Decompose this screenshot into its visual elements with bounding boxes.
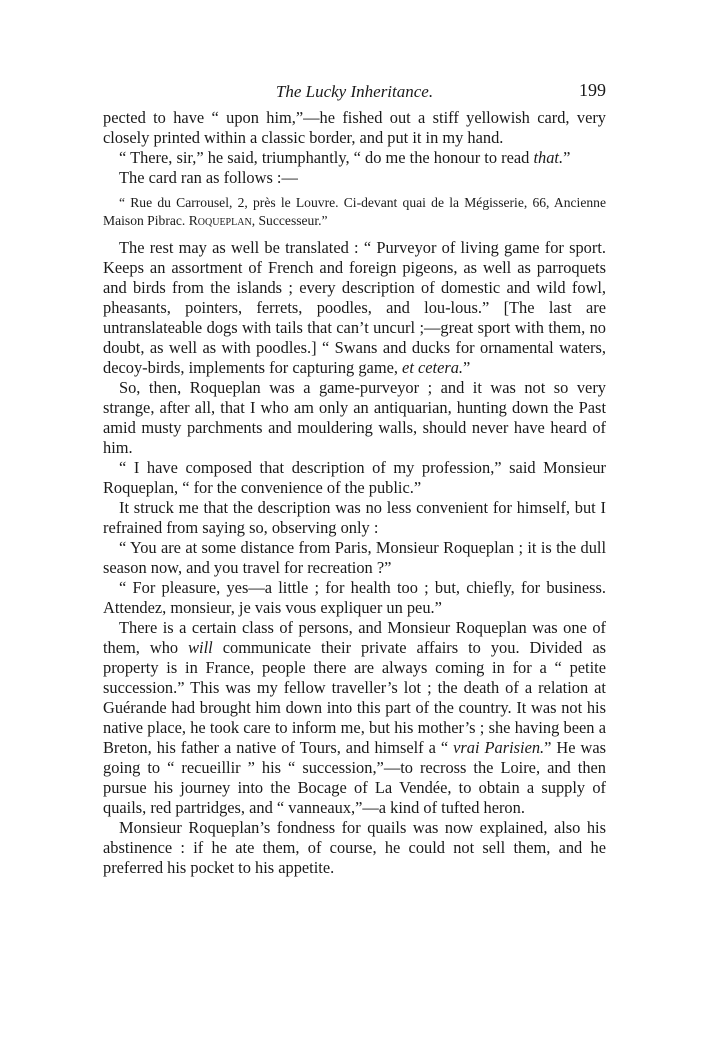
paragraph: So, then, Roqueplan was a game-purveyor ; and it was not so very strange, after all, that I who am only an antiquarian, hunting down the Past amid musty parchments and mouldering walls, should never have heard of him. — [103, 378, 606, 457]
paragraph: “ You are at some distance from Paris, Monsieur Roqueplan ; it is the dull season now, and you travel for recreation ?” — [103, 538, 606, 577]
paragraph: “ For pleasure, yes—a little ; for health too ; but, chiefly, for business. Attendez, monsieur, je vais vous expliquer un peu.” — [103, 578, 606, 617]
emphasis: that. — [533, 148, 564, 167]
emphasis: vrai Parisien. — [453, 738, 545, 757]
paragraph: “ There, sir,” he said, triumphantly, “ do me the honour to read that.” — [119, 148, 571, 167]
paragraph: “ I have composed that description of my profession,” said Monsieur Roqueplan, “ for the convenience of the public.” — [103, 458, 606, 497]
running-title: The Lucky Inheritance. — [275, 82, 434, 101]
body-text — [103, 108, 606, 878]
book-page — [103, 82, 606, 878]
emphasis: et cetera. — [402, 358, 464, 377]
paragraph-continued: pected to have “ upon him,”—he fished out a stiff yellowish card, very closely printed within a classic border, and put it in my hand. — [103, 108, 606, 147]
small-caps-name: Roqueplan — [188, 213, 252, 228]
paragraph: There is a certain class of persons, and Monsieur Roqueplan was one of them, who will communicate their private affairs to you. Divided as property is in France, people there are always coming in for a “ petite succession.” This was my fellow traveller’s lot ; the death of a relation at Guérande had brought him down into this part of the country. It was not his native place, he took care to inform me, but his mother’s ; she having been a Breton, his father a native of Tours, and himself a “ vrai Parisien.” He was going to “ recueillir ” his “ succession,”—to recross the Loire, and then pursue his journey into the Bocage of La Vendée, to obtain a supply of quails, red partridges, and “ vanneaux,”—a kind of tufted heron. — [103, 618, 606, 817]
running-head — [103, 82, 606, 108]
paragraph: It struck me that the description was no less convenient for himself, but I refrained from saying so, observing only : — [103, 498, 606, 537]
page-number: 199 — [579, 80, 606, 100]
emphasis: will — [188, 638, 213, 657]
paragraph: The rest may as well be translated : “ Purveyor of living game for sport. Keeps an assortment of French and foreign pigeons, as well as parroquets and birds from the islands ; every description of domestic and wild fowl, pheasants, pointers, ferrets, poodles, and lou-lous.” [The last are untranslateable dogs with tails that can’t uncurl ;—great sport with them, no doubt, as well as with poodles.] “ Swans and ducks for ornamental waters, decoy-birds, implements for capturing game, et cetera.” — [103, 238, 606, 377]
paragraph: Monsieur Roqueplan’s fondness for quails was now explained, also his abstinence : if he ate them, of course, he could not sell them, and he preferred his pocket to his appetite. — [103, 818, 606, 877]
paragraph: The card ran as follows :— — [119, 168, 298, 187]
card-quote: “ Rue du Carrousel, 2, près le Louvre. Ci-devant quai de la Mégisserie, 66, Ancienne Maison Pibrac. Roqueplan, Successeur.” — [103, 195, 606, 228]
